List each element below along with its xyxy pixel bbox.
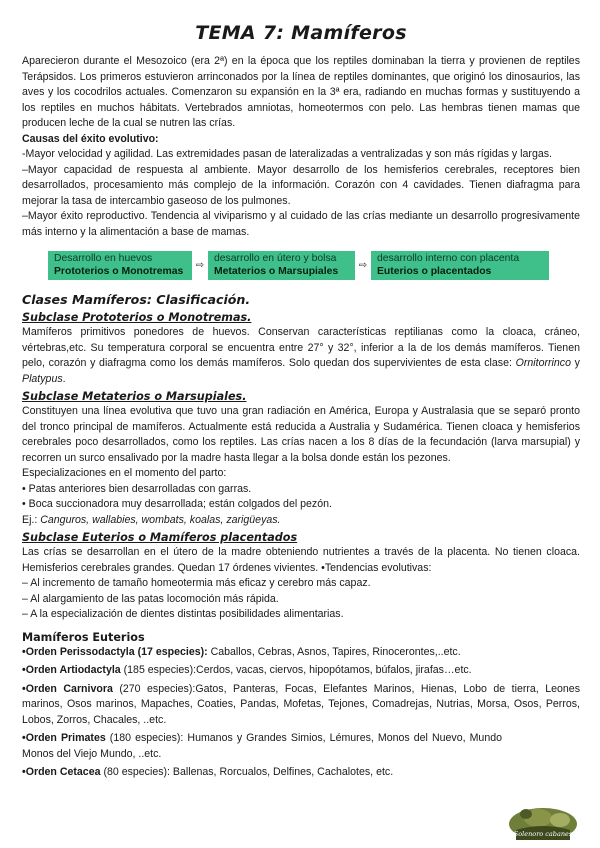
specialization-item: • Patas anteriores bien desarrolladas con garras.	[22, 482, 252, 495]
arrow-icon: ⇨	[195, 260, 205, 271]
author-logo	[508, 800, 578, 840]
logo-text: Solenoro cabanes	[513, 830, 573, 838]
classes-heading: Clases Mamíferos: Clasificación.	[22, 292, 251, 307]
cause-item: -Mayor velocidad y agilidad. Las extremidades pasan de lateralizadas a ventralizadas y son más rígidas y largas.	[22, 148, 552, 160]
trend-item: – Al alargamiento de las patas locomoción más rápida.	[22, 592, 279, 605]
specialization-item: • Boca succionadora muy desarrollada; están colgados del pezón.	[22, 498, 332, 510]
flow-box-monotremas	[48, 251, 192, 280]
flow-box-marsupiales	[208, 251, 355, 280]
specializations-heading: Especializaciones en el momento del parto:	[22, 467, 227, 479]
arrow-icon: ⇨	[358, 260, 368, 271]
euterios-paragraph: Las crías se desarrollan en el útero de la madre obteniendo nutrientes a través de la placenta. No tienen cloaca. Hemisferios cerebrales grandes. Quedan 17 órdenes vivientes. •Tendencias evolutivas:	[22, 546, 580, 574]
flow-box-bottom: Metaterios o Marsupiales	[214, 266, 339, 277]
intro-paragraph: Aparecieron durante el Mesozoico (era 2ª) en la época que los reptiles dominaban la tierra y provienen de reptiles Terápsidos. Los primeros estuvieron arrinconados por la línea de reptiles dominantes, que originó los dinosaurios, las aves y los cocodrilos actuales. Comenzaron su expansión en la 3ª era, radiando en muchas formas y sustituyendo a los reptiles en muchos hábitats. Vertebrados amniotas, homeotermos con pelo. Las hembras tienen mamas que producen leche de la cual se nutren las crías.	[22, 55, 580, 129]
trend-item: – A la especialización de dientes distintas posibilidades alimentarias.	[22, 608, 344, 620]
development-flow	[48, 251, 580, 280]
order-text: (185 especies):Cerdos, vacas, ciervos, hipopótamos, búfalos, jirafas…etc.	[120, 664, 472, 676]
order-name: •Orden Carnivora	[22, 682, 113, 695]
order-name: •Orden Cetacea	[22, 766, 101, 778]
cause-item: –Mayor éxito reproductivo. Tendencia al viviparismo y al cuidado de las crías mediante un desarrollo progresivamente más interno y la alimentación a base de mamas.	[22, 210, 580, 238]
order-name: •Orden Artiodactyla	[22, 664, 121, 676]
trend-item: – Al incremento de tamaño homeotermia más eficaz y cerebro más capaz.	[22, 577, 371, 589]
page-title: TEMA 7: Mamíferos	[195, 22, 407, 44]
metaterios-paragraph: Constituyen una línea evolutiva que tuvo una gran radiación en América, Europa y Australasia que se separó pronto del tronco principal de mamíferos. Actualmente está reducida a Australia y Sudamérica. Tienen cloaca y hemisferios cerebrales poco desarrollados, como los reptiles. Las crías nacen a los 8 días de la fecundación (larva marsupial) y recorren un surco ensalivado por la madre hasta llegar a la bolsa donde están los pezones.	[22, 405, 580, 464]
order-item	[22, 682, 580, 729]
causes-heading: Causas del éxito evolutivo:	[22, 132, 159, 145]
species-name: Ornitorrinco	[515, 357, 571, 369]
end-text: .	[62, 372, 66, 385]
examples-prefix: Ej.:	[22, 513, 41, 526]
cause-item: –Mayor capacidad de respuesta al ambiente. Mayor desarrollo de los hemisferios cerebrales, receptores bien desarrollados, procesamiento más complejo de la información. Corazón con 4 cavidades. Tienen diafragma para mejorar la tasa de intercambio gaseoso de los pulmones.	[22, 163, 580, 207]
flow-box-bottom: Euterios o placentados	[377, 266, 492, 277]
order-text: (180 especies): Humanos y Grandes Simios, Lémures, Monos del Nuevo, Mundo Monos del Viejo Mundo, ..etc.	[22, 732, 502, 760]
prototerios-text: Mamíferos primitivos ponedores de huevos. Conservan características reptilianas como la cloaca, cráneo, vértebras,etc. Su temperatura corporal se encuentra entre 27° y 32°, inferior a la de los demás mamíferos. Tienen pelo, corazón y diafragma como los demás mamíferos. Solo quedan dos supervivientes de esta clase:	[22, 326, 580, 369]
flow-box-top: Desarrollo en huevos	[54, 253, 153, 264]
order-text: (270 especies):Gatos, Panteras, Focas, Elefantes Marinos, Hienas, Lobo de tierra, Leones marinos, Osos marinos, Mapaches, Coaties, Pandas, Mofetas, Tejones, Comadrejas, Nutrias, Morsa, Osos, Perros, Lobos, Zorros, Chacales, ..etc.	[22, 682, 580, 726]
connector-text: y	[570, 357, 580, 369]
order-item	[22, 663, 580, 679]
orders-heading: Mamíferos Euterios	[22, 630, 145, 644]
subclass-heading-euterios: Subclase Euterios o Mamíferos placentados	[22, 531, 298, 544]
order-item	[22, 645, 580, 661]
species-name: Platypus	[22, 372, 63, 385]
examples-list: Canguros, wallabies, wombats, koalas, zarigüeyas.	[40, 513, 281, 526]
subclass-heading-metaterios: Subclase Metaterios o Marsupiales.	[22, 390, 247, 403]
flow-box-top: desarrollo interno con placenta	[377, 253, 520, 264]
order-item	[22, 731, 502, 762]
document-page	[22, 22, 580, 781]
flow-box-bottom: Prototerios o Monotremas	[54, 266, 184, 277]
flow-box-placentados	[371, 251, 549, 280]
order-name: •Orden Primates	[22, 732, 106, 744]
order-text: (80 especies): Ballenas, Rorcualos, Delfines, Cachalotes, etc.	[100, 766, 394, 778]
examples-line	[22, 513, 580, 529]
order-name: •Orden Perissodactyla (17 especies):	[22, 645, 208, 658]
order-item	[22, 765, 580, 781]
prototerios-paragraph	[22, 325, 580, 387]
subclass-heading-prototerios: Subclase Prototerios o Monotremas.	[22, 311, 252, 324]
order-text: Caballos, Cebras, Asnos, Tapires, Rinocerontes,..etc.	[207, 645, 461, 658]
flow-box-top: desarrollo en útero y bolsa	[214, 253, 337, 264]
